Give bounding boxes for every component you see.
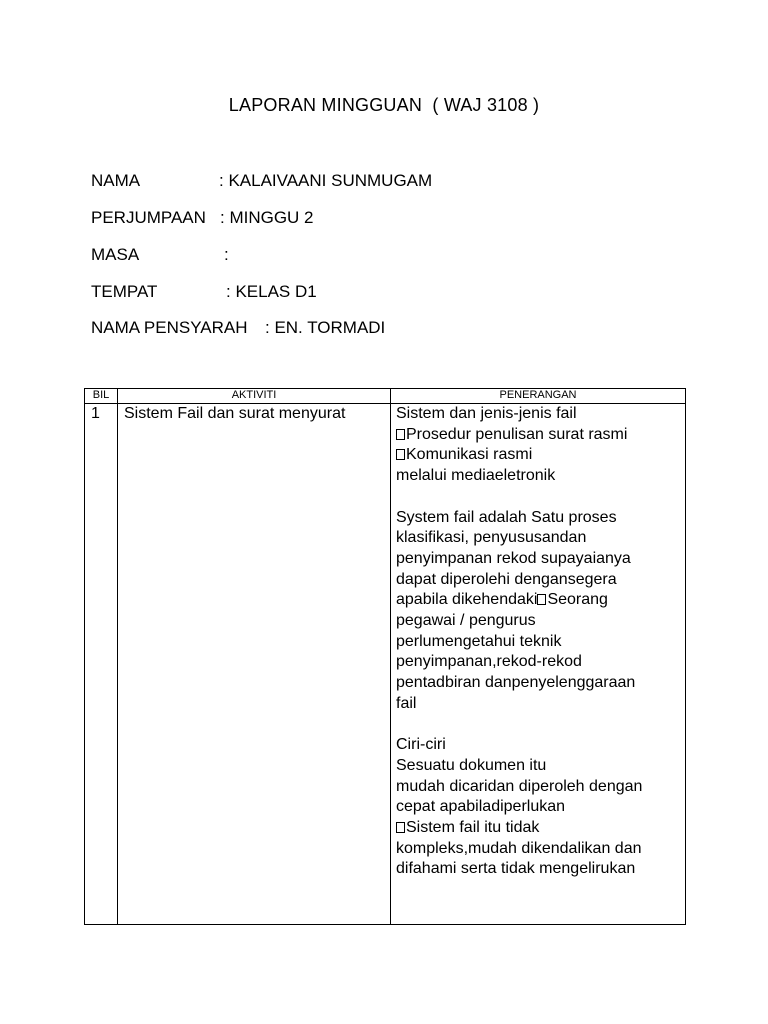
field-nama-label: NAMA	[91, 171, 141, 190]
penerangan-line: Ciri-ciri	[396, 736, 446, 754]
report-title: LAPORAN MINGGUAN ( WAJ 3108 )	[228, 95, 540, 115]
penerangan-line: Komunikasi rasmi	[396, 445, 642, 466]
penerangan-line: melalui mediaeletronik	[396, 467, 556, 485]
penerangan-line: fail	[396, 694, 417, 712]
row1-bil: 1	[91, 405, 100, 422]
row1-aktiviti: Sistem Fail dan surat menyurat	[124, 405, 346, 422]
penerangan-line: penyimpanan rekod supayaianya	[396, 549, 631, 567]
field-perjumpaan-label: PERJUMPAAN	[91, 208, 206, 227]
penerangan-line: dapat diperolehi dengansegera	[396, 570, 617, 588]
header-aktiviti: AKTIVITI	[231, 389, 277, 401]
bullet-box-icon	[537, 594, 546, 605]
penerangan-line: mudah dicaridan diperoleh dengan	[396, 777, 643, 795]
penerangan-line: System fail adalah Satu proses	[396, 508, 617, 526]
penerangan-line: penyimpanan,rekod-rekod	[396, 653, 582, 671]
col-divider-aktiviti	[390, 389, 391, 924]
penerangan-line: Sesuatu dokumen itu	[396, 756, 547, 774]
header-bil: BIL	[92, 389, 110, 401]
field-nama-value: : KALAIVAANI SUNMUGAM	[219, 171, 433, 190]
bullet-box-icon	[396, 429, 405, 440]
field-masa-label: MASA	[91, 245, 140, 264]
penerangan-line: klasifikasi, penyususandan	[396, 529, 587, 547]
row1-penerangan	[396, 404, 642, 880]
col-divider-bil	[117, 389, 118, 924]
penerangan-line: pentadbiran danpenyelenggaraan	[396, 674, 636, 692]
header-penerangan: PENERANGAN	[499, 389, 577, 401]
field-nama-pensyarah-value: : EN. TORMADI	[265, 318, 386, 337]
bullet-box-icon	[396, 822, 405, 833]
penerangan-line: kompleks,mudah dikendalikan dan	[396, 839, 642, 857]
penerangan-line: difahami serta tidak mengelirukan	[396, 860, 636, 878]
activity-table	[84, 388, 686, 925]
penerangan-line: cepat apabiladiperlukan	[396, 798, 566, 816]
penerangan-line: perlumengetahui teknik	[396, 632, 562, 650]
field-masa-value: :	[224, 245, 229, 264]
field-nama-pensyarah-label: NAMA PENSYARAH	[91, 318, 248, 337]
field-perjumpaan-value: : MINGGU 2	[220, 208, 314, 227]
field-tempat-label: TEMPAT	[91, 282, 158, 301]
bullet-box-icon	[396, 449, 405, 460]
field-tempat-value: : KELAS D1	[226, 282, 317, 301]
penerangan-line: apabila dikehendaki Seorang	[396, 591, 608, 609]
penerangan-line: pegawai / pengurus	[396, 612, 536, 630]
penerangan-line: Sistem fail itu tidak	[396, 818, 642, 839]
penerangan-line: Sistem dan jenis-jenis fail	[396, 405, 577, 422]
penerangan-line: Prosedur penulisan surat rasmi	[396, 425, 642, 446]
